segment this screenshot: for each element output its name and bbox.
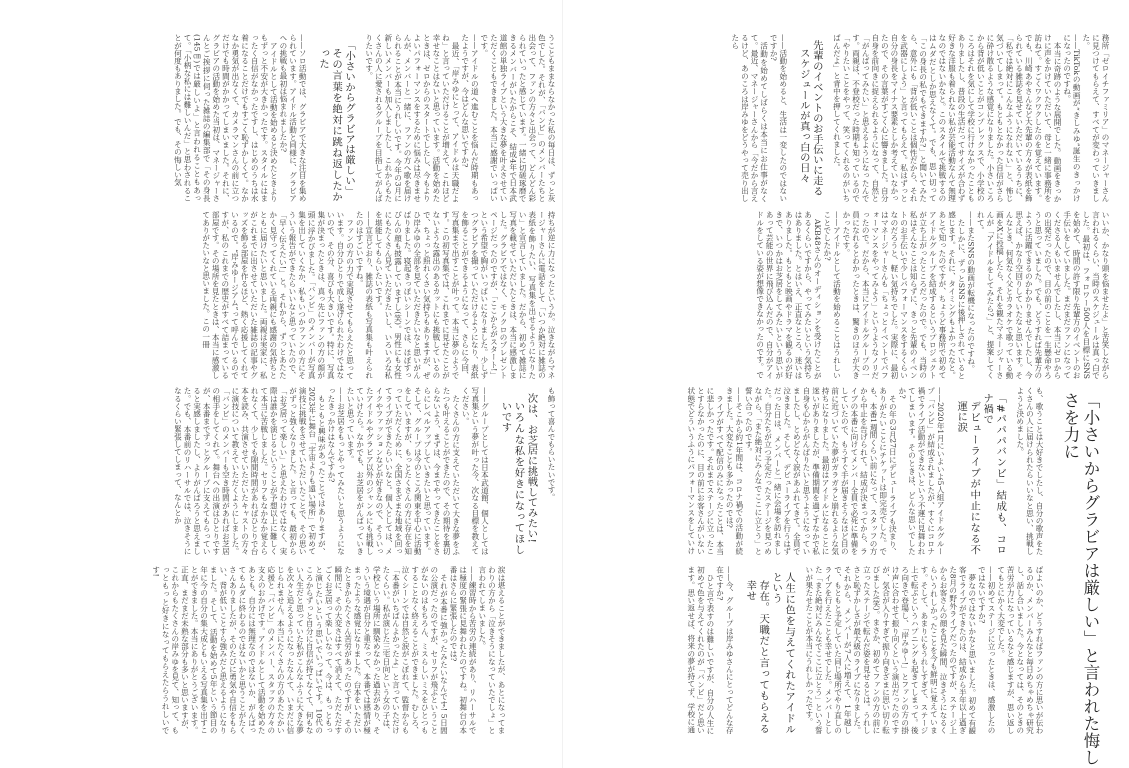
interview-answer: たくさんの方に支えていただいて大きな夢をふたつも叶えることができたので、その期待を裏切らないよう、まずは、今までやってきたことをさらにレベルアップしていきたいと思っています。そして、グループは今のところ関東を中心に活動をしていますが、もっとたくさんの方に存在を知っていただくために、全国さまざまな地域を回ってライブができたらいいなと。個人としては、メイクやファッションなどが好きなので、そういったアイドルやグラビア以外のジャンルにも挑戦していけたら。なかでも、お芝居をがんばっていきたいと思っています。 xyxy=(346,387,461,555)
interview-answer: 夢なのではないかなと思いました。初めて有観客でライブができたのは、結成から半年以上過ぎた8月の野外ライブだったのですが、ステージ上からお客さんの顔を見た瞬間、泣きそうになるくらいうれしかったことを今も鮮明に覚えています。そして、あまりにもうれしすぎて、ステージ上で転ぶというハプニングも起きてしまって。後ろ向きで登場し、「岸みゆ〜!」とファンの方の掛け声に合わせて振り向くという演出だったのですが、気合が入りすぎて振り向きざまに思い切り転びました(笑)。まさか、初めてファンの方の前に立ったステージで転んだ姿を見せるとは。うれしさと恥ずかしさが最大級のライブになりました。それから、メンバーが7人に増えて、1年越しで、もともと予定していた同じ場所でやり直しのライブを行えたことも幸せでした。メンバーとした「また絶対にみんなでここに立とう」という誓いが果たせたことが本当にうれしかったです。 xyxy=(804,566,977,734)
left-page-tier-1 xyxy=(38,34,556,202)
interview-answer: 最近、「岸みゆにとって、アイドルは天職だよね」と言っていただけることが増えて、これほど幸せなことはないと思っています。活動を始めたときは、ゼロからのスタートでしたし、今もよりよいパフォーマンスをするために悩みは尽きませんが、メンバーと一緒に、ファンの方へ歌を届けられることが本当にうれしいです。今年の3月に新しいメンバーも加入しましたし、これからもたくさんの人に愛されるグループを目指してがんばりたいです。 xyxy=(364,34,461,202)
body-paragraph: 涙は堪えることができましたが、あとになってまわりの方から「泣きそうになっていたでしょ」と言われてしまいました。 xyxy=(477,566,506,734)
interview-question: ——ソロ活動では、グラビアで大きな注目を集められています。アイドル活動と同様に、グラビアへの挑戦も最初は悩まれましたか? xyxy=(278,34,308,202)
section-heading xyxy=(743,566,795,734)
interview-answer: 活動を始めてしばらくは本当にお仕事がなくて。最近、マネージャーさんから「今だから言えるけど、あのころは岸みゆをどうやって売り出したら xyxy=(730,34,769,202)
article-headline: 「小さいからグラビアは厳しい」と言われた悔しさを力に xyxy=(1061,392,1100,766)
section-heading-line: いろんな私を好きになってほしいです xyxy=(499,401,525,555)
section-heading-line: 「小さいからグラビアは厳しい」 xyxy=(343,40,356,196)
section-heading-line: スケジュールが真っ白の日々 xyxy=(797,48,810,184)
interview-answer: 本当に奇跡のような展開でした。動画をきっかけに声をかけていただいて、母と一緒に事務所を訪ねて。すごくワクワクしたのを覚えています。でも、川崎あやさんなど大先輩の方々が表紙を飾られている雑誌を見せていただいているうちに、「私では絶対にこんなふうになれない」と、怖じ気づいてしまって。もともとなかった自信がさらに砕け散るような感覚になりました。小さいころから背が低いことがコンプレックスで、小学校のころはそれを気にして学校に行けなかったこともありましたし、普段の生活だってサイズが合わず好きな洋服も着られない私が芸能活動なんて無理なのではないかなと。このスタイルで挑戦するのはムダだとしか思えなくて。でも、思い切って「この身長の私でもできますか?」と聞いてみたら、意外にも「背が低いことは個性だから、それを武器にしよう」と言ってもらえて。私はずっと自分の身長をマイナス要素としか考えていなかったので、その言葉がすごく心に響きました。自分自身を前向きに捉えられるようになって、自然と「がんばってみたい」と思えるようになったんです。両親は、不登校だった時期も知っているので「やりたいことをやって、笑ってくれるのがいちばんだよ」と背中を押してくれました。 xyxy=(832,34,1063,202)
section-heading-line: 先輩のイベントのお手伝いに走る xyxy=(810,40,823,196)
body-paragraph: ばよいのか、どうすればファンの方に思いが伝わるのか、メンバーみんなと毎日めちゃめちゃ研究し、話し合いました。今となっては、そのときの苦労が力になっているなと感じますが、思い返してもとにかく大変でした。 xyxy=(996,566,1044,734)
body-paragraph: 務所「ゼロイチファミリア」のマネージャーさんに見つけてもらえて、すべてが変わっていきました。 xyxy=(1081,34,1110,202)
section-heading xyxy=(954,387,1006,555)
section-heading-line: その言葉を絶対に跳ね返したかった xyxy=(317,48,343,202)
section-heading xyxy=(498,387,537,555)
page-gutter xyxy=(562,0,563,768)
section-heading-line: デビューライブが中止になる不運に涙 xyxy=(955,401,981,555)
interview-answer: もともと興味があったことではありますが、2023年に舞台「宇宙よりも遠い場所」で初めて演技に挑戦をさせていただいたことで、その思いがずっと強くなりました。と言っても、最初から「お芝居って楽しい」と思えたわけではなく、実際は誰かを演じるということが予想以上に難しくて本当に苦戦しました。セリフもなかなか覚えられなくて、少しでも隙間時間があればひとりで台本を読み、共演させていただいたキャストの方々に演技について教えていただくようにしました。「バンビ」のメンバーも空き時間があればお芝居の相手をしてくれて。舞台への出演はひとりですが、本番までずっとグループに支えてもらっていると実感しましたし、よりがんばろうと思えました。でも、本番前のリハーサルでは、泣きそうになるくらい緊張してしまって、なんとか xyxy=(173,387,327,555)
interview-answer: それが本番に強かったみたいなんです! 5日間の公演だったのですが、セリフが飛ぶということがないのはもちろん、ミスらしいミスをひとつもすることなく終えることができました。むしろ、泣くシーンでは自然と涙がこぼれて、監督からも「本番がいちばんよかったよ」と言っていただけたくらい。私が演じた三宅日向という女の子は、学校という場所に馴染めなかった過去があり、そういう境遇が自分と重なって、本番では感情が極まったような感覚になりました。台本をいただいたときからたくさん苦労があったのですが、その瞬間に、その大変さはすべて消えて、ただただすごくお芝居って楽しいなって。今は、もっともっと演じたいという思いでいっぱいです。10代のころからずっと自分に自信が持てなくて、何もない人生だと思っていた私がこんなふうに大きな夢を次々と追えるようになったなんて、いまだに信じられません。本当にたくさんの方のあたたかい応援と「バンビ」のメンバー、スタッフの方々の支えのおかげです。アイドルとして活動を始めたあとも、自分には無理なのではないか、がんばってもムダに終わるのではないかと思うことがたくさんありましたが、そのたびに勇気や自信をもらい、背が低いことすら強みだと思えるようになりました。そして、活動を始めて5年という節目の年に今の自分の集大成ともいえる写真集を出すことができました。本当にありがとうございます。正直、まだまだ未熟な部分も多いと思いますが、これからもたくさんの岸みゆを見て、知って、もっともっと好きになってもらえたらうれしいです! xyxy=(151,566,449,734)
interview-answer: ひと言で表すのは難しいですが、自分の人生に初めて色を与えてくれたのが「バンビ」だと思います。思い返せば、将来の夢が持てず、学校に通 xyxy=(686,566,715,734)
left-page-tier-4 xyxy=(38,566,506,734)
interview-answer: その年の3月27日にデビューライブも決まり、ありがたいことにチケットは即完売でした。でも、本番1週間くらい前になって、スタッフの方から中止を告げられて。結成が決まってから、ライブの本番に向けてメンバー全員で必死に準備をしていたので、もうすぐ手が届きそうなほど目の前に近づいていた夢がガラガラと崩れるような気持ちになりました。最初はアイドルになることに迷いがありましたが、準備期間を過ごすなかで私自身も心からがんばりたいと思うようになっていましたし、とめどなく涙があふれてきて。全員で泣きました。そして、デビューライブを行うはずだった日は、メンバーと一緒に会場を訪れました。自分たちが立つ予定だったステージを見つめながら、「また絶対にみんなでここに立とう」と誓い合ったのです。 xyxy=(744,387,898,555)
interview-question: ——2020年1月にいよいよ5人組アイドルグループ「バンビ」が結成されましたが、すぐにコロナ禍でライブ活動ができないという不運に見舞われてしまいます。そのときは、どんな思いでしたか? xyxy=(897,387,946,555)
interview-question: ——お芝居をもっとやってみたいと思うようになったきっかけはなんですか? xyxy=(326,387,346,555)
right-page-tier-3 xyxy=(624,387,1044,555)
interview-answer: ファンの方の力で実現させてもらえたと思っています。自分ひとりで成し遂げられたわけではないので、その分、喜びも大きいです。特に、写真集が決まったときは、真っ先にファンの方の顔が頭に浮かびました。「バンビ」のメンバーが写真集を出していくなか、私もいつかファンの方にそういう報告ができたらいいなと思っていたので、「早く伝えたい!」と。それから、ずっとあたたかく見守ってくれている両親にも感謝の気持ちとともに届けたいと思いました。両親は実家に、私がこれまでに出させていただいた雑誌の記事やグッズを飾る部屋を作るほど、熱く応援してくれているので。“岸みゆージアム”って呼んでいるのですが、私のこれまでの歴史がすべて詰まっている部屋です。その場所を見たときは、本当に感激してありがたいなと思いました。この一冊 xyxy=(201,211,355,379)
interview-question: ——宣言どおり、雑誌の表紙も写真集も叶えられたのはすごいですね。 xyxy=(355,211,374,379)
interview-question: ——今、グループは岸みゆさんにとってどんな存在ですか? xyxy=(715,566,735,734)
interview-question: ——練習時から苦労の連続があり、リハーサルでは極度の緊張に見舞われたのですね。初舞台の本番はさらに緊張したのでは? xyxy=(449,566,478,734)
interview-answer: アイドルとして活動を始めると決めたときよりもずっと不安が大きかったです。スタイルにはまったく自信がなかったですし、はじめのうちは水着になることだけでもすごく恥ずかしくて。なかなか勇気が出なくて、カメラマンさんの前に立つだけでも時間がかかってしまいました。それに、グラビアの活動を始めた当初は、マネージャーさんとご挨拶に伺った雑誌の編集部で「その身長(145㎝)では厳しいよ」と言われることもあって。「小柄な私には難しいんだ」と思わされることが何度もありました。でも、その悔しい気 xyxy=(173,34,279,202)
right-page-tier-2 xyxy=(624,211,1110,379)
interview-question: ——グループとしては日本武道館、個人としては写真集という夢が叶った今、次なる目標を教えてください。 xyxy=(461,387,490,555)
section-heading-line: 人生に色を与えてくれたアイドルという xyxy=(770,572,796,734)
body-paragraph: も、歌うことは大好きでしたし、自分の歌声をたくさんの人に届けられたらいいなと思い、挑戦しようと決めました。 xyxy=(1015,387,1044,555)
interview-question: ——またSNSの動画が転機になったのですね。 xyxy=(966,211,976,373)
interview-question: ——アイドルの道へ進むことを悩んだ時期もあったようですが、今はどんな思いですか? xyxy=(460,34,480,202)
section-heading-line: 次は、お芝居に挑戦してみたい! xyxy=(525,393,538,543)
interview-question: ——TikTokの動画が“きしみゆ”誕生のきっかけになったのですね。 xyxy=(1062,34,1082,202)
interview-answer: たしかに、ずっとSNSに後押しされていると感じます。それに、タイミングもよかったなと。あとで知ったのですが、ちょうど事務所で初めてアイドルグループを結成するというプロジェクトが立ち上がったところだったので。でも、当時の私はそんなことは知らずに、きっと先輩のイベントのお手伝いで少しパフォーマンスをするくらいなのだろうと、軽い気持ちでした。実際に、最初はマネージャーさんも「ちょっとイベントでパフォーマンスをやってみよう」というようなノリだったので。だから、本当にアイドルグループの一員になれるとわかったときは、驚きのほうが大きかったです。 xyxy=(841,211,967,379)
interview-question: ——活動を始めると、生活は一変したのではないですか? xyxy=(769,34,788,202)
right-page-tier-4 xyxy=(624,566,1044,734)
interview-question: ——アイドルとして活動を始めることはうれしいことでしたか? xyxy=(822,211,842,379)
right-page-tier-1 xyxy=(624,34,1110,202)
left-page-tier-2 xyxy=(38,211,556,379)
body-paragraph: いいか、かなり頭を悩ませたよ」と苦笑しながら言われるくらい、当時のスケジュールは真っ白でした。最初は、フォロワー500人を目標にSNSを始めて、時間の許す限り先輩方のイベントのお手伝いをしていました。まだまだファンになってくださる人もいませんでしたし、本当にゼロからの出発だったので、目の前のことを一生懸命やろうと思っていました。でも、どうすれば先輩方のように活躍できるのかわかりませんでしたし、今思えば、かなり空回りしていたなと思います。そんなとき、何気なく父とカラオケで歌っている動画をXに投稿したら、それを観たマネージャーさんが「アイドルをしてみたら?」と、提案してくれて。 xyxy=(976,211,1110,379)
body-paragraph: 持ちが逆に力になったというか。泣きながらマネージャーさんに電話をして「いつか絶対に雑誌の表紙を飾りたい、写真集を出せるようになりたい」と宣言していました。だから、初めて雑誌に写真を載せていただいたときは、本当に感激しました。グラビアではなく、モノクロのプレゼントページだったのですが、「ここからがスタート!」という希望で胸がいっぱいになりました。少しずつグラビアを撮っていただけるようになり、表紙を飾ることができるようになって、さらに今回、写真集まで出すことが叶って。本当に夢のようです。この初写真集では、これまでに見せたことがないような露出のあるカットにも挑戦しているので、ちょっと照れくさい気持ちもありますが、ぜひ岸みゆの全部を見ていただきたいなと思いがんばりました。寝起きっぽいシーンでは、ほぼすっぴんの顔も披露していますし(笑)。男性にも女性にもたくさん見ていただきたいし、いろいろな私を堪能してもらいたいです。 xyxy=(374,211,556,379)
section-heading-line: 存在。天職だと言ってもらえる幸せ xyxy=(744,580,770,734)
interview-answer: AKB48さんのオーディションを受けたことがあるくらいですから、やってみたいという気持ちはありました。とはいえ、正直なところ、迷いはありました。もともと映画やドラマを観るのが好きで、いつかはお芝居をしてみたいという思いがあって芸能の世界に飛び込んだので、自分がアイドルをしている姿が想像できなかったのです。で xyxy=(755,211,823,379)
section-heading xyxy=(797,34,823,202)
left-page-tier-3 xyxy=(38,387,556,555)
body-paragraph: も飾って喜んでもらいたいです。 xyxy=(547,387,556,501)
body-paragraph: うこともままならなかった私の毎日は、ずっと灰色でした。それが、「バンビ」のメンバーたちと出会って、ファンの方々と出会って、どんどん彩られていったと感じています。一緒に切磋琢磨できるメンバーがいたからこそ、結成4年で日本武道館の単独ライブという大きな夢を叶えさせていただくこともできました。本当に感謝でいっぱいです。 xyxy=(479,34,556,202)
section-heading-line: 「#パパパバンビ」結成も、コロナ禍で xyxy=(981,393,1007,555)
interview-answer: ライブがすべて配信のみになったことは、本当に悲しかったです。それまでステージに立ったことすらなかったのに、目の前にお客さんがいない状態でどういうふうにパフォーマンスをしていけ xyxy=(686,387,725,555)
interview-question: ——初めてステージに立ったときは、感激したのではないですか? xyxy=(977,566,997,734)
section-heading xyxy=(316,34,355,202)
interview-question: ——そこから約1年間は、コロナ禍での活動が続きました。大変なことも多かったのでは? xyxy=(725,387,744,555)
